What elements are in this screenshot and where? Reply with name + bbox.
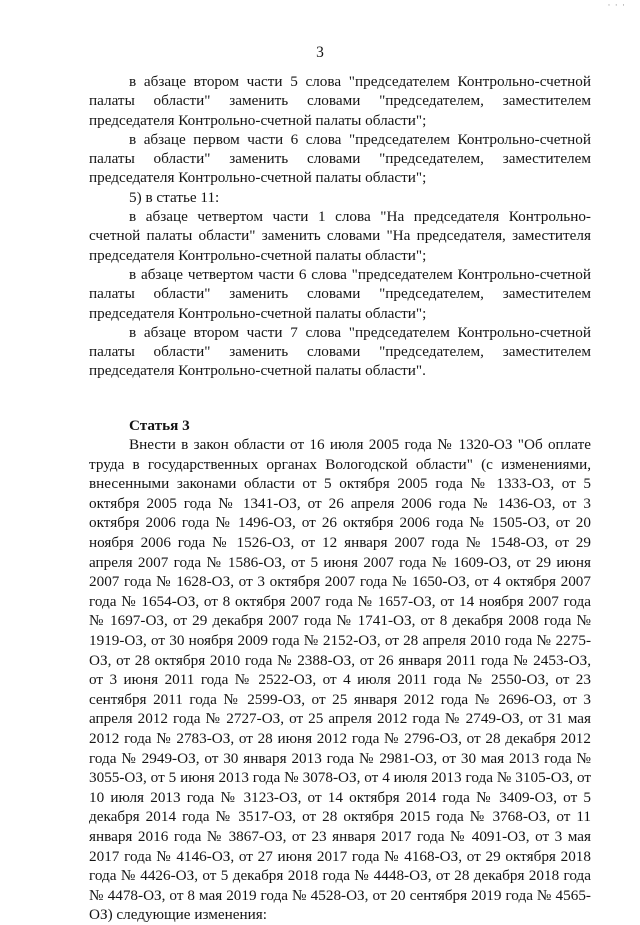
article-paragraph: Внести в закон области от 16 июля 2005 года № 1320-ОЗ "Об оплате труда в государственных органах Вологодской области" (с изменениями, внесенными законами области от 5 октября 2005 года № 1333-ОЗ, от 5 октября 2005 года № 1341-ОЗ, от 26 апреля 2006 года № 1436-ОЗ, от 3 октября 2006 года № 1496-ОЗ, от 26 октября 2006 года № 1505-ОЗ, от 20 ноября 2006 года № 1526-ОЗ, от 12 января 2007 года № 1548-ОЗ, от 29 апреля 2007 года № 1586-ОЗ, от 5 июня 2007 года № 1609-ОЗ, от 29 июня 2007 года № 1628-ОЗ, от 3 октября 2007 года № 1650-ОЗ, от 4 октября 2007 года № 1654-ОЗ, от 8 октября 2007 года № 1657-ОЗ, от 14 ноября 2007 года № 1697-ОЗ, от 29 декабря 2007 года № 1741-ОЗ, от 8 декабря 2008 года № 1919-ОЗ, от 30 ноября 2009 года № 2152-ОЗ, от 28 апреля 2010 года № 2275-ОЗ, от 28 октября 2010 года № 2388-ОЗ, от 26 января 2011 года № 2453-ОЗ, от 3 июня 2011 года № 2522-ОЗ, от 4 июля 2011 года № 2550-ОЗ, от 23 сентября 2011 года № 2599-ОЗ, от 25 января 2012 года № 2696-ОЗ, от 3 апреля 2012 года № 2727-ОЗ, от 25 апреля 2012 года № 2749-ОЗ, от 31 мая 2012 года № 2783-ОЗ, от 28 июня 2012 года № 2796-ОЗ, от 28 декабря 2012 года № 2949-ОЗ, от 30 января 2013 года № 2981-ОЗ, от 30 мая 2013 года № 3055-ОЗ, от 5 июня 2013 года № 3078-ОЗ, от 4 июля 2013 года № 3105-ОЗ, от 10 июля 2013 года № 3123-ОЗ, от 14 октября 2014 года № 3409-ОЗ, от 5 декабря 2014 года № 3517-ОЗ, от 28 октября 2015 года № 3768-ОЗ, от 11 января 2016 года № 3867-ОЗ, от 23 января 2017 года № 4091-ОЗ, от 3 мая 2017 года № 4146-ОЗ, от 27 июня 2017 года № 4168-ОЗ, от 29 октября 2018 года № 4426-ОЗ, от 5 декабря 2018 года № 4448-ОЗ, от 28 декабря 2018 года № 4478-ОЗ, от 8 мая 2019 года № 4528-ОЗ, от 20 сентября 2019 года № 4565-ОЗ) следующие изменения: xyxy=(89,436,591,924)
amendment-paragraph: в абзаце первом части 6 слова "председателем Контрольно-счетной палаты области" заменить словами "председателем, заместителем председателя Контрольно-счетной палаты области"; xyxy=(89,130,591,187)
amendment-paragraph: в абзаце четвертом части 6 слова "председателем Контрольно-счетной палаты области" заменить словами "председателем, заместителем председателя Контрольно-счетной палаты области"; xyxy=(89,265,591,322)
document-body xyxy=(89,72,591,925)
amendment-paragraph: в абзаце втором части 5 слова "председателем Контрольно-счетной палаты области" заменить словами "председателем, заместителем председателя Контрольно-счетной палаты области"; xyxy=(89,73,591,129)
amendment-paragraph: в абзаце втором части 7 слова "председателем Контрольно-счетной палаты области" заменить словами "председателем, заместителем председателя Контрольно-счетной палаты области". xyxy=(89,323,591,380)
page-number: 3 xyxy=(316,44,324,61)
section-spacer xyxy=(89,381,591,416)
amendment-paragraph: в абзаце четвертом части 1 слова "На председателя Контрольно-счетной палаты области" заменить словами "На председателя, заместителя председателя Контрольно-счетной палаты области"; xyxy=(89,208,591,264)
amendment-item-heading: 5) в статье 11: xyxy=(129,188,220,206)
corner-mark: · · · xyxy=(607,0,626,10)
article-heading: Статья 3 xyxy=(129,416,190,434)
